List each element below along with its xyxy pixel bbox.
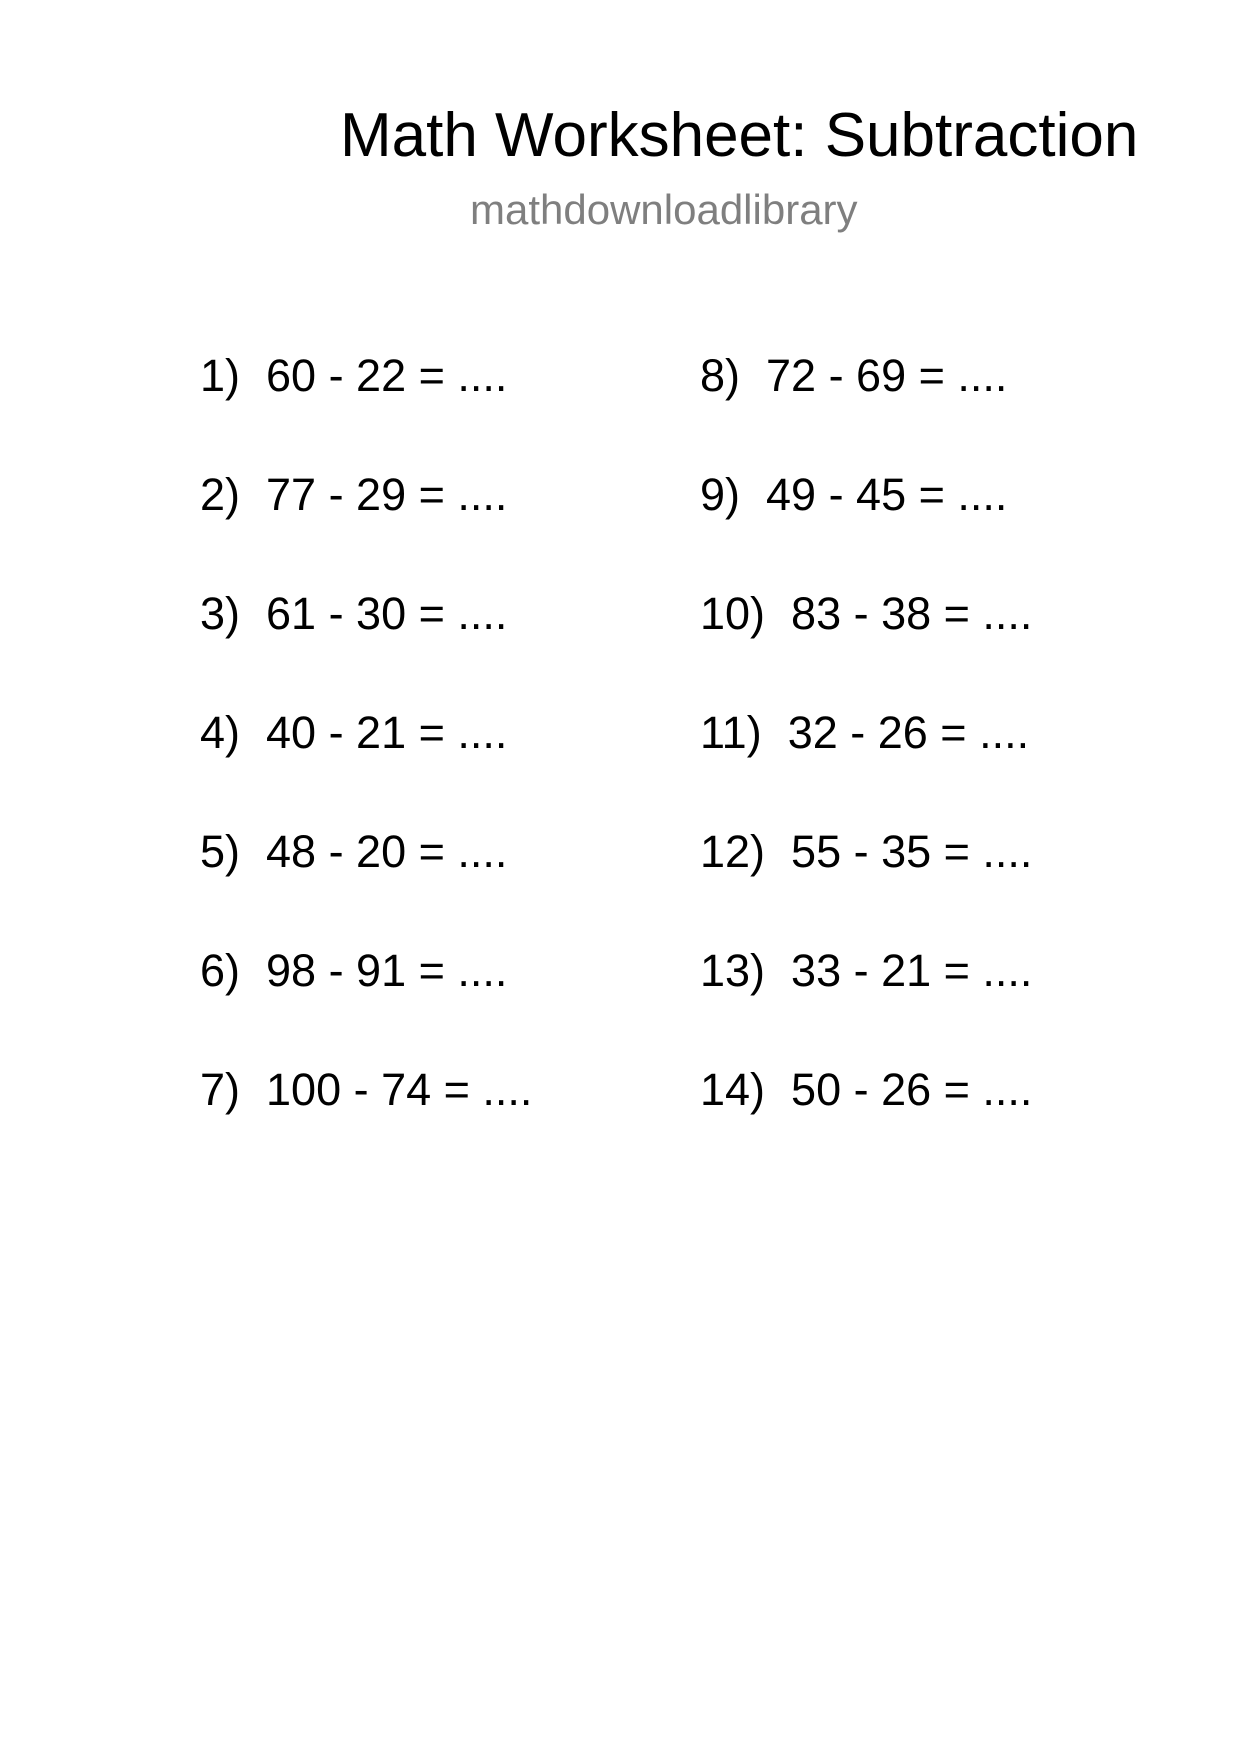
problem-item <box>700 705 1029 761</box>
problem-number: 11) <box>700 707 762 758</box>
problem-expression: 49 - 45 = .... <box>766 469 1008 520</box>
problem-number: 9) <box>700 469 741 520</box>
problem-item <box>200 467 507 523</box>
problem-item <box>700 467 1007 523</box>
problem-number: 2) <box>200 469 241 520</box>
problem-number: 4) <box>200 707 241 758</box>
problem-expression: 77 - 29 = .... <box>266 469 508 520</box>
problem-expression: 48 - 20 = .... <box>266 826 508 877</box>
problem-number: 5) <box>200 826 241 877</box>
problem-expression: 60 - 22 = .... <box>266 350 508 401</box>
problem-item <box>200 348 507 404</box>
problem-item <box>200 1062 532 1118</box>
problem-expression: 83 - 38 = .... <box>791 588 1033 639</box>
problem-number: 3) <box>200 588 241 639</box>
problem-expression: 98 - 91 = .... <box>266 945 508 996</box>
problem-item <box>200 943 507 999</box>
problem-number: 12) <box>700 826 766 877</box>
problem-item <box>700 824 1032 880</box>
worksheet-source: mathdownloadlibrary <box>470 186 858 233</box>
problem-expression: 40 - 21 = .... <box>266 707 508 758</box>
problem-item <box>700 1062 1032 1118</box>
problem-expression: 50 - 26 = .... <box>791 1064 1033 1115</box>
problem-number: 8) <box>700 350 741 401</box>
problem-item <box>700 943 1032 999</box>
problem-expression: 72 - 69 = .... <box>766 350 1008 401</box>
problem-expression: 33 - 21 = .... <box>791 945 1033 996</box>
problem-item <box>200 824 507 880</box>
problem-expression: 61 - 30 = .... <box>266 588 508 639</box>
problem-number: 10) <box>700 588 766 639</box>
problem-item <box>700 586 1032 642</box>
problem-item <box>200 586 507 642</box>
problem-expression: 32 - 26 = .... <box>787 707 1030 758</box>
problem-item <box>700 348 1007 404</box>
problem-number: 13) <box>700 945 766 996</box>
problem-number: 1) <box>200 350 241 401</box>
problem-expression: 100 - 74 = .... <box>266 1064 533 1115</box>
problem-item <box>200 705 507 761</box>
problem-number: 14) <box>700 1064 766 1115</box>
worksheet-title: Math Worksheet: Subtraction <box>340 101 1139 170</box>
problem-number: 6) <box>200 945 241 996</box>
problem-number: 7) <box>200 1064 241 1115</box>
problem-expression: 55 - 35 = .... <box>791 826 1033 877</box>
